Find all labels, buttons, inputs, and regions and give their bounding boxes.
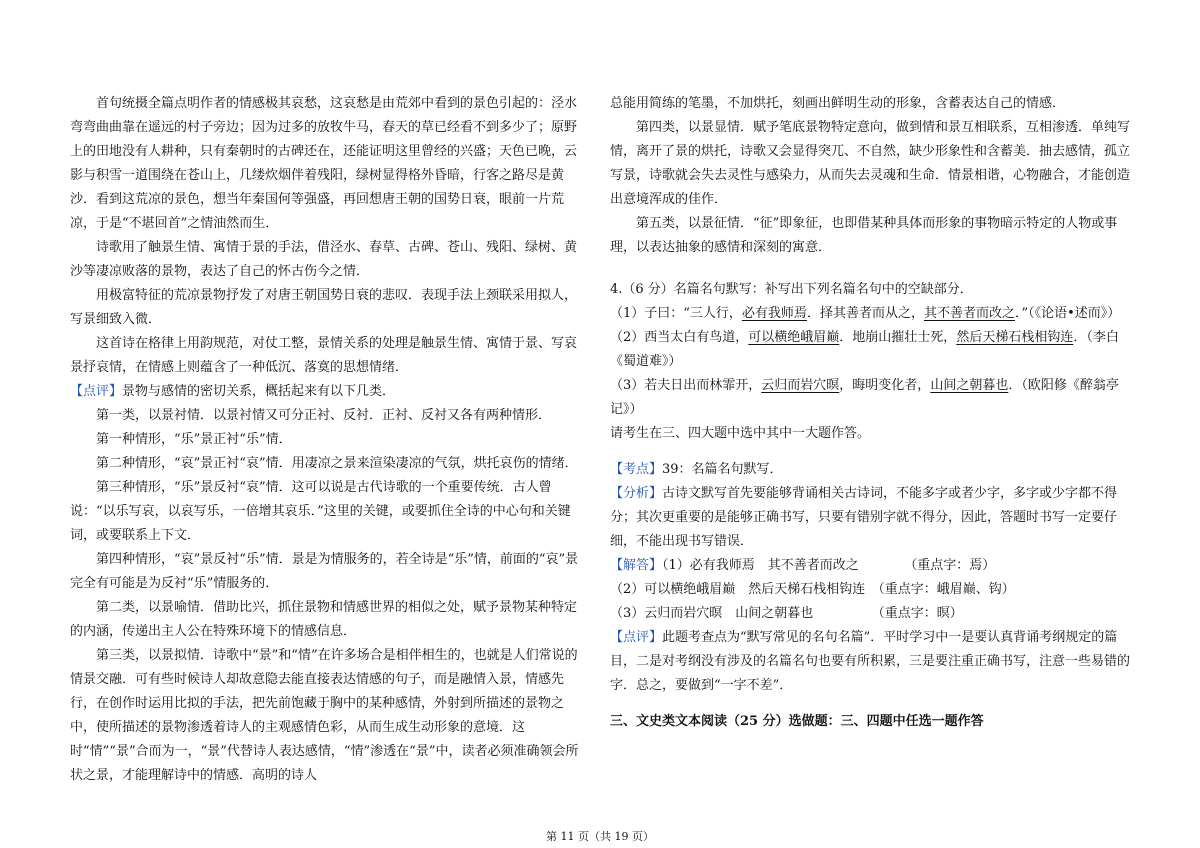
- left-column: [70, 92, 585, 788]
- category-4: 第四类，以景显情．赋予笔底景物特定意向，做到情和景互相联系，互相渗透．单纯写情，离开了景的烘托，诗歌又会显得突兀、不自然，缺少形象性和含蓄美．抽去感情，孤立写景，诗歌就会失去灵性与感染力，从而失去灵魂和生命．情景相谐，心物融合，才能创造出意境浑成的佳作．: [610, 120, 1131, 207]
- solution: 【解答】（1）必有我师焉 其不善者而改之 （重点字：焉）: [610, 558, 996, 573]
- case-3: 第三种情形，“乐”景反衬“哀”情．这可以说是古代诗歌的一个重要传统．古人曾说：“以乐写哀，以哀写乐，一倍增其哀乐．”这里的关键，或要抓住全诗的中心句和关键词，或要联系上下文．: [70, 480, 571, 543]
- question-4-item-1: （1）子曰：“三人行，必有我师焉．择其善者而从之，其不善者而改之．”（《论语•述而》）: [610, 306, 1121, 321]
- paragraph-technique: 诗歌用了触景生情、寓情于景的手法，借泾水、春草、古碑、苍山、残阳、绿树、黄沙等凄凉败落的景物，表达了自己的怀古伤今之情．: [70, 240, 578, 279]
- case-1: 第一种情形，“乐”景正衬“乐”情．: [96, 432, 292, 447]
- question-4-item-2: （2）西当太白有鸟道，可以横绝峨眉巅．地崩山摧壮士死，然后天梯石栈相钩连．（李白《蜀道难》）: [610, 330, 1119, 369]
- page-footer: 第 11 页（共 19 页）: [546, 830, 654, 843]
- category-1: 第一类，以景衬情．以景衬情又可分正衬、反衬．正衬、反衬又各有两种情形．: [96, 408, 552, 423]
- case-4: 第四种情形，“哀”景反衬“乐”情．景是为情服务的，若全诗是“乐”情，前面的“哀”景完全有可能是为反衬“乐”情服务的．: [70, 552, 579, 591]
- knowledge-tag: 【考点】: [610, 462, 663, 477]
- question-4-heading: 4.（6 分）名篇名句默写：补写出下列名篇名句中的空缺部分．: [610, 282, 973, 297]
- category-3: 第三类，以景拟情．诗歌中“景”和“情”在许多场合是相伴相生的，也就是人们常说的情景交融．可有些时候诗人却故意隐去能直接表达情感的句子，而是融情入景，情感先行，在创作时运用比拟的手法，把先前饱藏于胸中的某种感情，外射到所描述的景物之中，使所描述的景物渗透着诗人的主观感情色彩，从而生成生动形象的意境．这时“情”“景”合而为一，“景”代替诗人表达感情，“情”渗透在“景”中，读者必须准确领会所状之景，才能理解诗中的情感．高明的诗人: [70, 648, 579, 783]
- right-column: [610, 92, 1130, 734]
- answer-blank: 可以横绝峨眉巅: [748, 330, 840, 345]
- answer-blank: 山间之朝暮也: [930, 378, 1009, 393]
- paragraph-scenery-analysis: 首句统摄全篇点明作者的情感极其哀愁，这哀愁是由荒郊中看到的景色引起的：泾水弯弯曲曲靠在遥远的村子旁边；因为过多的放牧牛马，春天的草已经看不到多少了；原野上的田地没有人耕种，只有秦朝时的古碑还在，还能证明这里曾经的兴盛；天色已晚，云影与积雪一道围绕在苍山上，几缕炊烟伴着残阳，绿树显得格外昏暗，行客之路尽是黄沙．看到这荒凉的景色，想当年秦国何等强盛，再回想唐王朝的国势日衰，眼前一片荒凉，于是“不堪回首”之情油然而生．: [70, 96, 578, 231]
- paragraph-meter: 这首诗在格律上用韵规范，对仗工整，景情关系的处理是触景生情、寓情于景、写哀景抒哀情，在情感上则蕴含了一种低沉、落寞的思想情绪．: [70, 336, 578, 375]
- choose-instruction: 请考生在三、四大题中选中其中一大题作答。: [610, 426, 871, 441]
- category-2: 第二类，以景喻情．借助比兴，抓住景物和情感世界的相似之处，赋予景物某种特定的内涵，传递出主人公在特殊环境下的情感信息．: [70, 600, 578, 639]
- continued-paragraph: 总能用简练的笔墨，不加烘托，刻画出鲜明生动的形象，含蓄表达自己的情感．: [610, 96, 1066, 111]
- comment-block: [70, 380, 585, 404]
- paragraph-expression: 用极富特征的荒凉景物抒发了对唐王朝国势日衰的悲叹．表现手法上颈联采用拟人，写景细致入微．: [70, 288, 578, 327]
- solution-tag: 【解答】: [610, 558, 663, 573]
- answer-blank: 然后天梯石栈相钩连: [956, 330, 1074, 345]
- question-4-item-3: （3）若夫日出而林霏开，云归而岩穴暝，晦明变化者，山间之朝暮也．（欧阳修《醉翁亭记》）: [610, 378, 1119, 417]
- solution-line-2: （2）可以横绝峨眉巅 然后天梯石栈相钩连 （重点字：峨眉巅、钩）: [610, 582, 1015, 597]
- solution-line-3: （3）云归而岩穴暝 山间之朝暮也 （重点字：暝）: [610, 606, 963, 621]
- comment-tag: 【点评】: [70, 384, 123, 399]
- answer-blank: 其不善者而改之: [923, 306, 1015, 321]
- answer-blank: 云归而岩穴暝: [761, 378, 840, 393]
- section-3-heading: 三、文史类文本阅读（25 分）选做题：三、四题中任选一题作答: [610, 714, 984, 729]
- answer-blank: 必有我师焉: [741, 306, 807, 321]
- case-2: 第二种情形，“哀”景正衬“哀”情．用凄凉之景来渲染凄凉的气氛，烘托哀伤的情绪．: [96, 456, 578, 471]
- review: 【点评】此题考查点为“默写常见的名句名篇”．平时学习中一是要认真背诵考纲规定的篇目，二是对考纲没有涉及的名篇名句也要有所积累，三是要注重正确书写，注意一些易错的字．总之，要做到“一字不差”．: [610, 630, 1131, 693]
- comment-text: 景物与感情的密切关系，概括起来有以下几类．: [122, 384, 396, 399]
- knowledge-point: 【考点】39：名篇名句默写．: [610, 462, 783, 477]
- analysis: 【分析】古诗文默写首先要能够背诵相关古诗词，不能多字或者少字，多字或少字都不得分；其次更重要的是能够正确书写，只要有错别字就不得分，因此，答题时书写一定要仔细，不能出现书写错误．: [610, 486, 1118, 549]
- review-tag: 【点评】: [610, 630, 663, 645]
- analysis-tag: 【分析】: [610, 486, 663, 501]
- category-5: 第五类，以景征情．“征”即象征，也即借某种具体而形象的事物暗示特定的人物或事理，以表达抽象的感情和深刻的寓意．: [610, 216, 1118, 255]
